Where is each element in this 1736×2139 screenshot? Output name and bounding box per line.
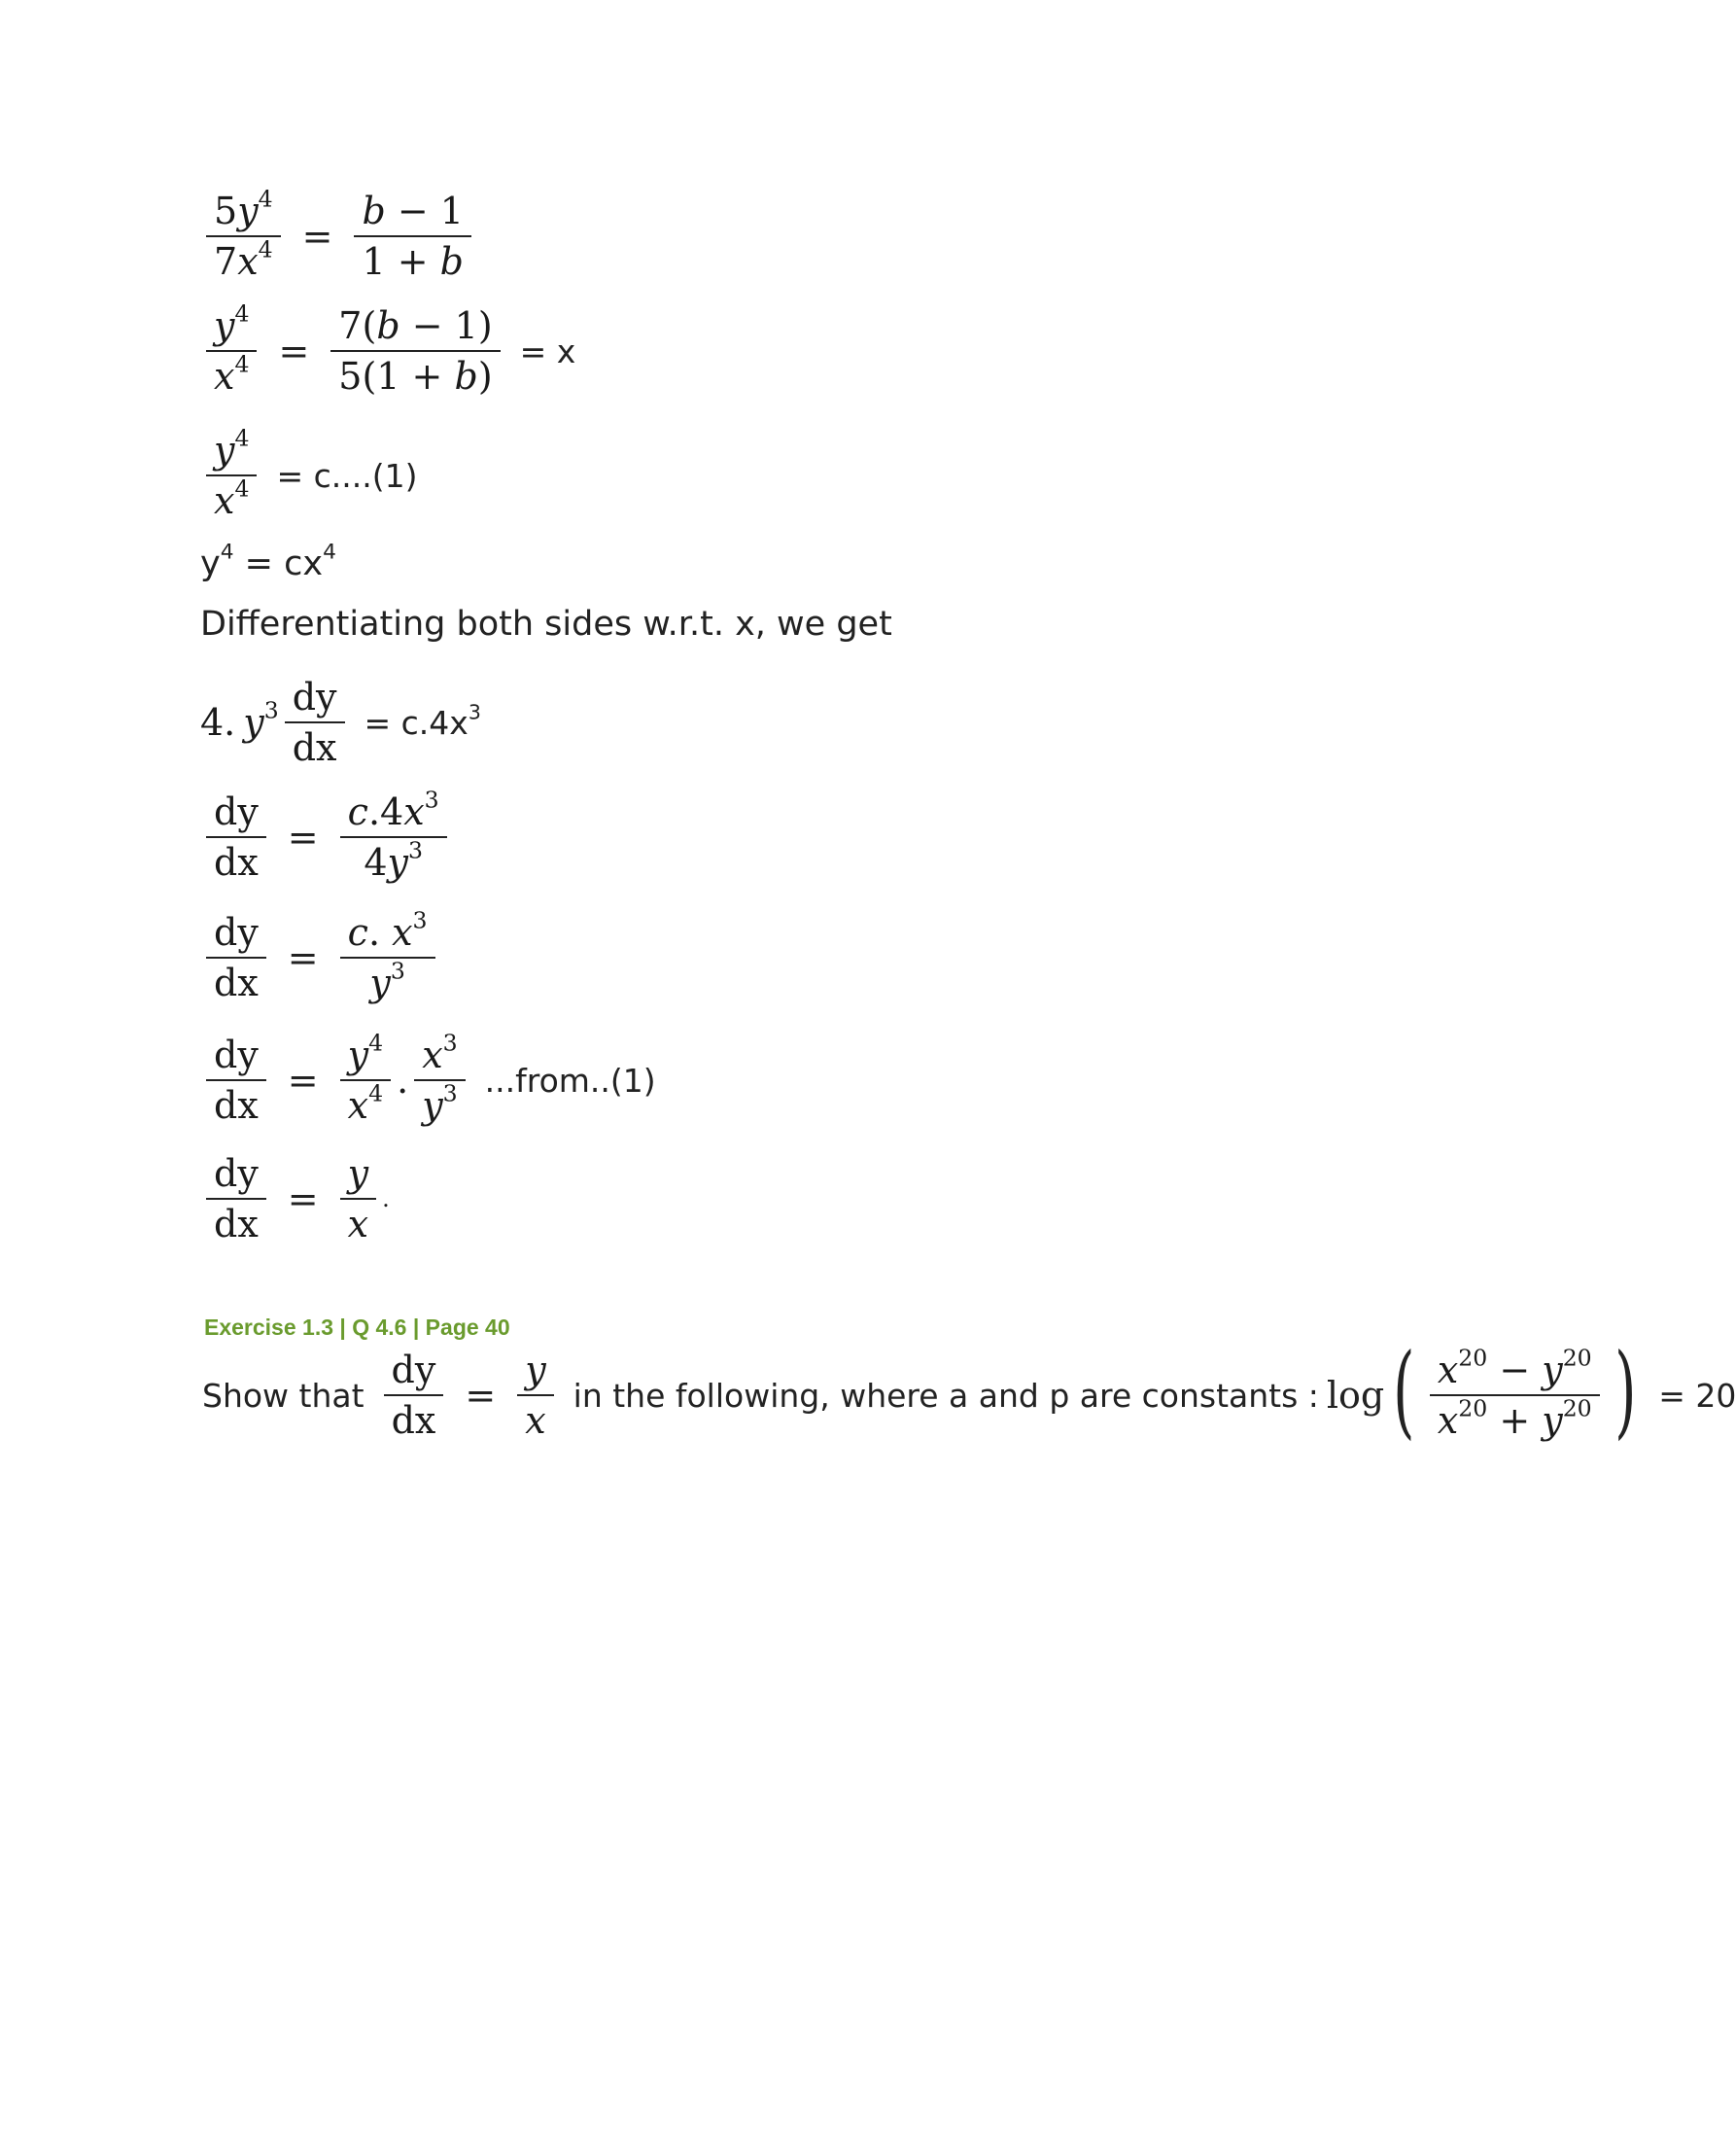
fraction: $\frac{y^4}{x^4}$ <box>206 305 257 397</box>
fraction: $\frac{x^{20} - y^{20}}{x^{20} + y^{20}}$ <box>1430 1350 1600 1441</box>
fraction: $\frac{c.4x^3}{4y^3}$ <box>340 791 447 883</box>
equation-suffix: = x <box>519 332 576 370</box>
step1-rhs: = c.4x <box>364 703 469 742</box>
step-row-3: $\frac{dy}{dx}$ = $\frac{c. x^3}{y^3}$ <box>200 912 441 1003</box>
explanation-text: Differentiating both sides w.r.t. x, we get <box>200 605 892 644</box>
question-row: Show that $\frac{dy}{dx}$ = $\frac{y}{x}$ in the following, where a and p are constants : log ( $\frac{x^{20} - y^{20}}{x^{20} + y^{20}}$ ) = 20 <box>202 1331 1736 1451</box>
step-row-4: $\frac{dy}{dx}$ = $\frac{y^4}{x^4}$ . $\frac{x^3}{y^3}$ ...from..(1) <box>200 1034 656 1126</box>
fraction: $\frac{dy}{dx}$ <box>285 677 345 768</box>
fraction: $\frac{5y^4}{7x^4}$ <box>206 191 281 282</box>
equation-row-1: $\frac{5y^4}{7x^4}$ = $\frac{b - 1}{1 + b}$ <box>200 191 477 282</box>
fraction: $\frac{dy}{dx}$ <box>206 912 266 1003</box>
fraction: $\frac{dy}{dx}$ <box>206 791 266 883</box>
fraction: $\frac{dy}{dx}$ <box>206 1034 266 1126</box>
step-row-1: 4. $y^3$ $\frac{dy}{dx}$ = $c.4x^3$ <box>200 676 481 769</box>
question-suffix: = 20 <box>1658 1376 1736 1415</box>
fraction: $\frac{dy}{dx}$ <box>384 1350 444 1441</box>
exercise-reference: Exercise 1.3 | Q 4.6 | Page 40 <box>204 1315 510 1340</box>
fraction: $\frac{dy}{dx}$ <box>206 1153 266 1245</box>
left-paren: ( <box>1393 1331 1415 1451</box>
question-prefix: Show that <box>202 1376 365 1415</box>
fraction: $\frac{y^4}{x^4}$ <box>340 1034 391 1126</box>
fraction: $\frac{y}{x}$ <box>517 1350 553 1441</box>
fraction: $\frac{y^4}{x^4}$ <box>206 430 257 521</box>
equation-row-3 <box>200 424 418 522</box>
step-row-2: $\frac{dy}{dx}$ = $\frac{c.4x^3}{4y^3}$ <box>200 791 453 883</box>
fraction: $\frac{y}{x}$ <box>340 1153 376 1245</box>
step-annotation: ...from..(1) <box>484 1061 656 1100</box>
fraction: $\frac{c. x^3}{y^3}$ <box>340 912 435 1003</box>
equation-row-2: $\frac{y^4}{x^4}$ = $\frac{7(b - 1)}{5(1 + b)}$ = x <box>200 305 575 397</box>
step-row-5: $\frac{dy}{dx}$ = $\frac{y}{x}$ . <box>200 1153 390 1245</box>
log-function: log <box>1326 1374 1385 1418</box>
fraction: $\frac{b - 1}{1 + b}$ <box>354 191 471 282</box>
fraction: $\frac{x^3}{y^3}$ <box>414 1034 465 1126</box>
fraction: $\frac{7(b - 1)}{5(1 + b)}$ <box>330 305 500 397</box>
right-paren: ) <box>1614 1331 1637 1451</box>
equation-suffix: = c....(1) <box>276 456 418 495</box>
equation-row-4: $y^4 = cx^4$ <box>200 540 336 583</box>
question-middle: in the following, where a and p are constants : <box>573 1376 1319 1415</box>
